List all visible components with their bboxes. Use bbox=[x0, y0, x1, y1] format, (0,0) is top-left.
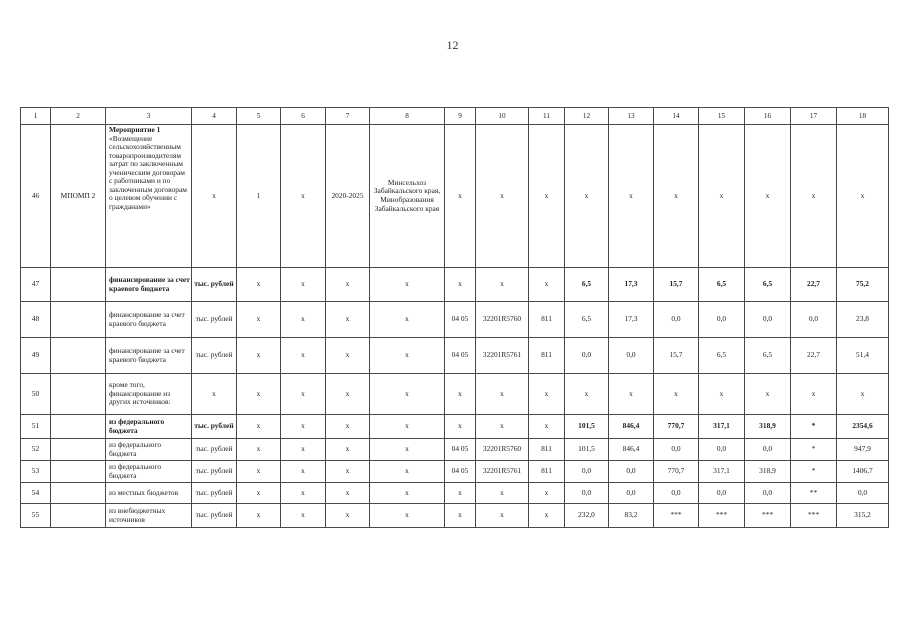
table-cell: 770,7 bbox=[654, 461, 699, 483]
table-cell: 22,7 bbox=[791, 268, 837, 302]
table-cell: тыс. рублей bbox=[192, 268, 237, 302]
table-cell: х bbox=[237, 268, 281, 302]
table-cell: 6,5 bbox=[699, 338, 745, 374]
table-cell: х bbox=[445, 268, 476, 302]
header-cell: 16 bbox=[745, 108, 791, 125]
table-cell: х bbox=[326, 415, 370, 439]
table-cell: * bbox=[791, 415, 837, 439]
table-row bbox=[21, 338, 889, 374]
table-cell: 811 bbox=[529, 338, 565, 374]
table-cell: 32201R5761 bbox=[476, 461, 529, 483]
table-cell: х bbox=[791, 374, 837, 415]
table-cell: х bbox=[745, 374, 791, 415]
table-cell: х bbox=[370, 483, 445, 504]
table-cell: х bbox=[326, 268, 370, 302]
table-cell: 04 05 bbox=[445, 302, 476, 338]
table-cell: х bbox=[281, 268, 326, 302]
table-cell: 6,5 bbox=[565, 302, 609, 338]
table-cell: х bbox=[445, 504, 476, 528]
table-cell: х bbox=[370, 338, 445, 374]
table-cell: х bbox=[745, 125, 791, 268]
table-cell: *** bbox=[791, 504, 837, 528]
row-number-cell: 50 bbox=[21, 374, 51, 415]
table-row bbox=[21, 415, 889, 439]
table-cell: х bbox=[609, 374, 654, 415]
row-number-cell: 51 bbox=[21, 415, 51, 439]
table-cell: 0,0 bbox=[609, 483, 654, 504]
table-cell: 947,9 bbox=[837, 439, 889, 461]
table-cell: тыс. рублей bbox=[192, 415, 237, 439]
table-cell: х bbox=[370, 504, 445, 528]
table-cell: х bbox=[445, 415, 476, 439]
header-cell: 12 bbox=[565, 108, 609, 125]
table-cell: х bbox=[445, 374, 476, 415]
table-row bbox=[21, 374, 889, 415]
table-cell: х bbox=[837, 125, 889, 268]
header-cell: 1 bbox=[21, 108, 51, 125]
table-cell: 0,0 bbox=[699, 439, 745, 461]
table-cell: 04 05 bbox=[445, 338, 476, 374]
table-cell: 6,5 bbox=[745, 338, 791, 374]
row-number-cell: 48 bbox=[21, 302, 51, 338]
row-name-cell: из местных бюджетов bbox=[106, 483, 192, 504]
header-cell: 8 bbox=[370, 108, 445, 125]
table-cell: 811 bbox=[529, 302, 565, 338]
table-cell: 318,9 bbox=[745, 461, 791, 483]
table-cell: 317,1 bbox=[699, 461, 745, 483]
table-cell: 315,2 bbox=[837, 504, 889, 528]
table-cell: х bbox=[529, 374, 565, 415]
header-cell: 9 bbox=[445, 108, 476, 125]
table-cell: х bbox=[281, 461, 326, 483]
table-cell: х bbox=[529, 504, 565, 528]
table-cell: х bbox=[281, 439, 326, 461]
table-cell: тыс. рублей bbox=[192, 483, 237, 504]
table-cell: х bbox=[654, 374, 699, 415]
table-cell: х bbox=[370, 302, 445, 338]
table-cell: х bbox=[281, 374, 326, 415]
table-cell: х bbox=[237, 439, 281, 461]
table-cell: 0,0 bbox=[791, 302, 837, 338]
table-cell: х bbox=[281, 504, 326, 528]
table-cell: МПОМП 2 bbox=[51, 125, 106, 268]
table-cell: х bbox=[370, 439, 445, 461]
table-cell: х bbox=[837, 374, 889, 415]
table-cell: *** bbox=[745, 504, 791, 528]
table-cell bbox=[51, 302, 106, 338]
measure-description: «Возмещение сельскохозяйственным товаропроизводителям затрат по заключенным ученическим договорам с работниками и по заключенным договорам о целевом обучении с гражданами» bbox=[109, 133, 187, 211]
table-cell: х bbox=[476, 483, 529, 504]
table-cell: х bbox=[699, 125, 745, 268]
table-cell: 101,5 bbox=[565, 439, 609, 461]
table-cell: 17,3 bbox=[609, 268, 654, 302]
table-cell: 6,5 bbox=[745, 268, 791, 302]
table-cell: 1 bbox=[237, 125, 281, 268]
table-cell: х bbox=[237, 374, 281, 415]
table-cell: 846,4 bbox=[609, 415, 654, 439]
table-cell: 17,3 bbox=[609, 302, 654, 338]
table-cell: 04 05 bbox=[445, 439, 476, 461]
header-cell: 6 bbox=[281, 108, 326, 125]
table-cell: х bbox=[326, 461, 370, 483]
table-cell: 23,8 bbox=[837, 302, 889, 338]
table-cell: х bbox=[609, 125, 654, 268]
table-cell: 317,1 bbox=[699, 415, 745, 439]
header-cell: 10 bbox=[476, 108, 529, 125]
table-cell: * bbox=[791, 461, 837, 483]
row-name-cell: кроме того, финансирование из других источников: bbox=[106, 374, 192, 415]
header-cell: 3 bbox=[106, 108, 192, 125]
table-cell: ** bbox=[791, 483, 837, 504]
table-cell: х bbox=[326, 338, 370, 374]
table-row bbox=[21, 504, 889, 528]
row-number-cell: 46 bbox=[21, 125, 51, 268]
table-cell: х bbox=[529, 483, 565, 504]
table-cell: 04 05 bbox=[445, 461, 476, 483]
row-number-cell: 55 bbox=[21, 504, 51, 528]
table-cell: 22,7 bbox=[791, 338, 837, 374]
table-cell: х bbox=[281, 338, 326, 374]
table-cell: 32201R5760 bbox=[476, 302, 529, 338]
table-cell: 770,7 bbox=[654, 415, 699, 439]
table-cell: х bbox=[192, 374, 237, 415]
table-row bbox=[21, 302, 889, 338]
row-number-cell: 47 bbox=[21, 268, 51, 302]
table-cell: х bbox=[281, 483, 326, 504]
table-cell: 0,0 bbox=[745, 483, 791, 504]
table-cell: х bbox=[281, 415, 326, 439]
table-cell bbox=[51, 268, 106, 302]
table-cell: 75,2 bbox=[837, 268, 889, 302]
header-row bbox=[21, 108, 889, 125]
table-cell: тыс. рублей bbox=[192, 302, 237, 338]
table-cell: 811 bbox=[529, 461, 565, 483]
header-cell: 18 bbox=[837, 108, 889, 125]
table-cell: 0,0 bbox=[609, 461, 654, 483]
table-cell: х bbox=[370, 374, 445, 415]
table-cell: 1406,7 bbox=[837, 461, 889, 483]
table-cell: х bbox=[370, 415, 445, 439]
table-cell: х bbox=[237, 461, 281, 483]
table-row bbox=[21, 268, 889, 302]
table-cell: х bbox=[529, 125, 565, 268]
table-cell: х bbox=[476, 374, 529, 415]
table-cell: 15,7 bbox=[654, 268, 699, 302]
measure-title: Мероприятие 1 bbox=[109, 125, 161, 134]
table-cell: х bbox=[565, 374, 609, 415]
table-cell: х bbox=[326, 374, 370, 415]
table-cell: х bbox=[370, 268, 445, 302]
table-cell: х bbox=[237, 483, 281, 504]
table-cell: х bbox=[476, 268, 529, 302]
header-cell: 14 bbox=[654, 108, 699, 125]
table-cell: 32201R5760 bbox=[476, 439, 529, 461]
row-name-cell: из внебюджетных источников bbox=[106, 504, 192, 528]
table-cell: 0,0 bbox=[837, 483, 889, 504]
table-cell bbox=[51, 504, 106, 528]
table-cell: х bbox=[237, 504, 281, 528]
budget-table bbox=[20, 107, 889, 528]
table-cell: х bbox=[476, 504, 529, 528]
table-cell: 0,0 bbox=[654, 483, 699, 504]
table-cell: 0,0 bbox=[609, 338, 654, 374]
table-cell: 6,5 bbox=[699, 268, 745, 302]
row-name-cell: финансирование за счет краевого бюджета bbox=[106, 268, 192, 302]
table-cell: х bbox=[529, 415, 565, 439]
header-cell: 4 bbox=[192, 108, 237, 125]
table-row bbox=[21, 439, 889, 461]
table-cell bbox=[51, 415, 106, 439]
table-cell bbox=[51, 439, 106, 461]
table-cell: 6,5 bbox=[565, 268, 609, 302]
table-cell bbox=[51, 374, 106, 415]
table-cell bbox=[51, 483, 106, 504]
table-cell: х bbox=[326, 302, 370, 338]
table-cell: * bbox=[791, 439, 837, 461]
table-cell bbox=[51, 461, 106, 483]
table-cell: тыс. рублей bbox=[192, 461, 237, 483]
table-cell: х bbox=[237, 338, 281, 374]
table-cell: х bbox=[237, 302, 281, 338]
table-cell: 0,0 bbox=[745, 439, 791, 461]
table-row bbox=[21, 125, 889, 268]
page-number: 12 bbox=[446, 38, 459, 52]
row-number-cell: 49 bbox=[21, 338, 51, 374]
header-cell: 15 bbox=[699, 108, 745, 125]
table-cell: 846,4 bbox=[609, 439, 654, 461]
table-cell: х bbox=[529, 268, 565, 302]
table-cell: 51,4 bbox=[837, 338, 889, 374]
table-cell: *** bbox=[654, 504, 699, 528]
row-number-cell: 54 bbox=[21, 483, 51, 504]
table-cell: 0,0 bbox=[565, 483, 609, 504]
table-cell bbox=[51, 338, 106, 374]
header-cell: 17 bbox=[791, 108, 837, 125]
table-cell: х bbox=[654, 125, 699, 268]
table-cell: х bbox=[476, 125, 529, 268]
header-cell: 11 bbox=[529, 108, 565, 125]
table-cell: х bbox=[192, 125, 237, 268]
table-cell: 0,0 bbox=[565, 461, 609, 483]
table-cell: х bbox=[237, 415, 281, 439]
table-cell: 0,0 bbox=[654, 439, 699, 461]
table-cell: 0,0 bbox=[699, 483, 745, 504]
table-cell: х bbox=[445, 483, 476, 504]
row-name-cell: из федерального бюджета bbox=[106, 415, 192, 439]
table-cell: 83,2 bbox=[609, 504, 654, 528]
row-number-cell: 53 bbox=[21, 461, 51, 483]
table-cell: х bbox=[565, 125, 609, 268]
table-cell: тыс. рублей bbox=[192, 504, 237, 528]
table-cell: *** bbox=[699, 504, 745, 528]
table-cell: 0,0 bbox=[745, 302, 791, 338]
table-cell: х bbox=[326, 483, 370, 504]
table-cell: тыс. рублей bbox=[192, 439, 237, 461]
table-cell: 811 bbox=[529, 439, 565, 461]
table-cell: 0,0 bbox=[565, 338, 609, 374]
table-cell: 15,7 bbox=[654, 338, 699, 374]
table-row bbox=[21, 461, 889, 483]
table-cell: х bbox=[476, 415, 529, 439]
table-cell: 2354,6 bbox=[837, 415, 889, 439]
table-cell: 0,0 bbox=[699, 302, 745, 338]
row-name-cell: финансирование за счет краевого бюджета bbox=[106, 302, 192, 338]
table-cell: 101,5 bbox=[565, 415, 609, 439]
table-cell: х bbox=[281, 125, 326, 268]
table-cell: х bbox=[326, 439, 370, 461]
table-cell: х bbox=[699, 374, 745, 415]
table-cell: 0,0 bbox=[654, 302, 699, 338]
header-cell: 2 bbox=[51, 108, 106, 125]
header-cell: 7 bbox=[326, 108, 370, 125]
header-cell: 5 bbox=[237, 108, 281, 125]
table-cell: 32201R5761 bbox=[476, 338, 529, 374]
table-cell: х bbox=[326, 504, 370, 528]
row-number-cell: 52 bbox=[21, 439, 51, 461]
table-cell: х bbox=[370, 461, 445, 483]
table-cell: х bbox=[445, 125, 476, 268]
table-cell: 318,9 bbox=[745, 415, 791, 439]
table-cell: х bbox=[791, 125, 837, 268]
row-name-cell: из федерального бюджета bbox=[106, 439, 192, 461]
table-row bbox=[21, 483, 889, 504]
table-cell: х bbox=[281, 302, 326, 338]
row-name-cell: из федерального бюджета bbox=[106, 461, 192, 483]
table-cell: тыс. рублей bbox=[192, 338, 237, 374]
table-cell: 2020-2025 bbox=[326, 125, 370, 268]
table-cell: Минсельхоз Забайкальского края, Минобразования Забайкальского края bbox=[370, 125, 445, 268]
row-name-cell: финансирование за счет краевого бюджета bbox=[106, 338, 192, 374]
row-name-cell bbox=[106, 125, 192, 268]
header-cell: 13 bbox=[609, 108, 654, 125]
table-cell: 232,0 bbox=[565, 504, 609, 528]
